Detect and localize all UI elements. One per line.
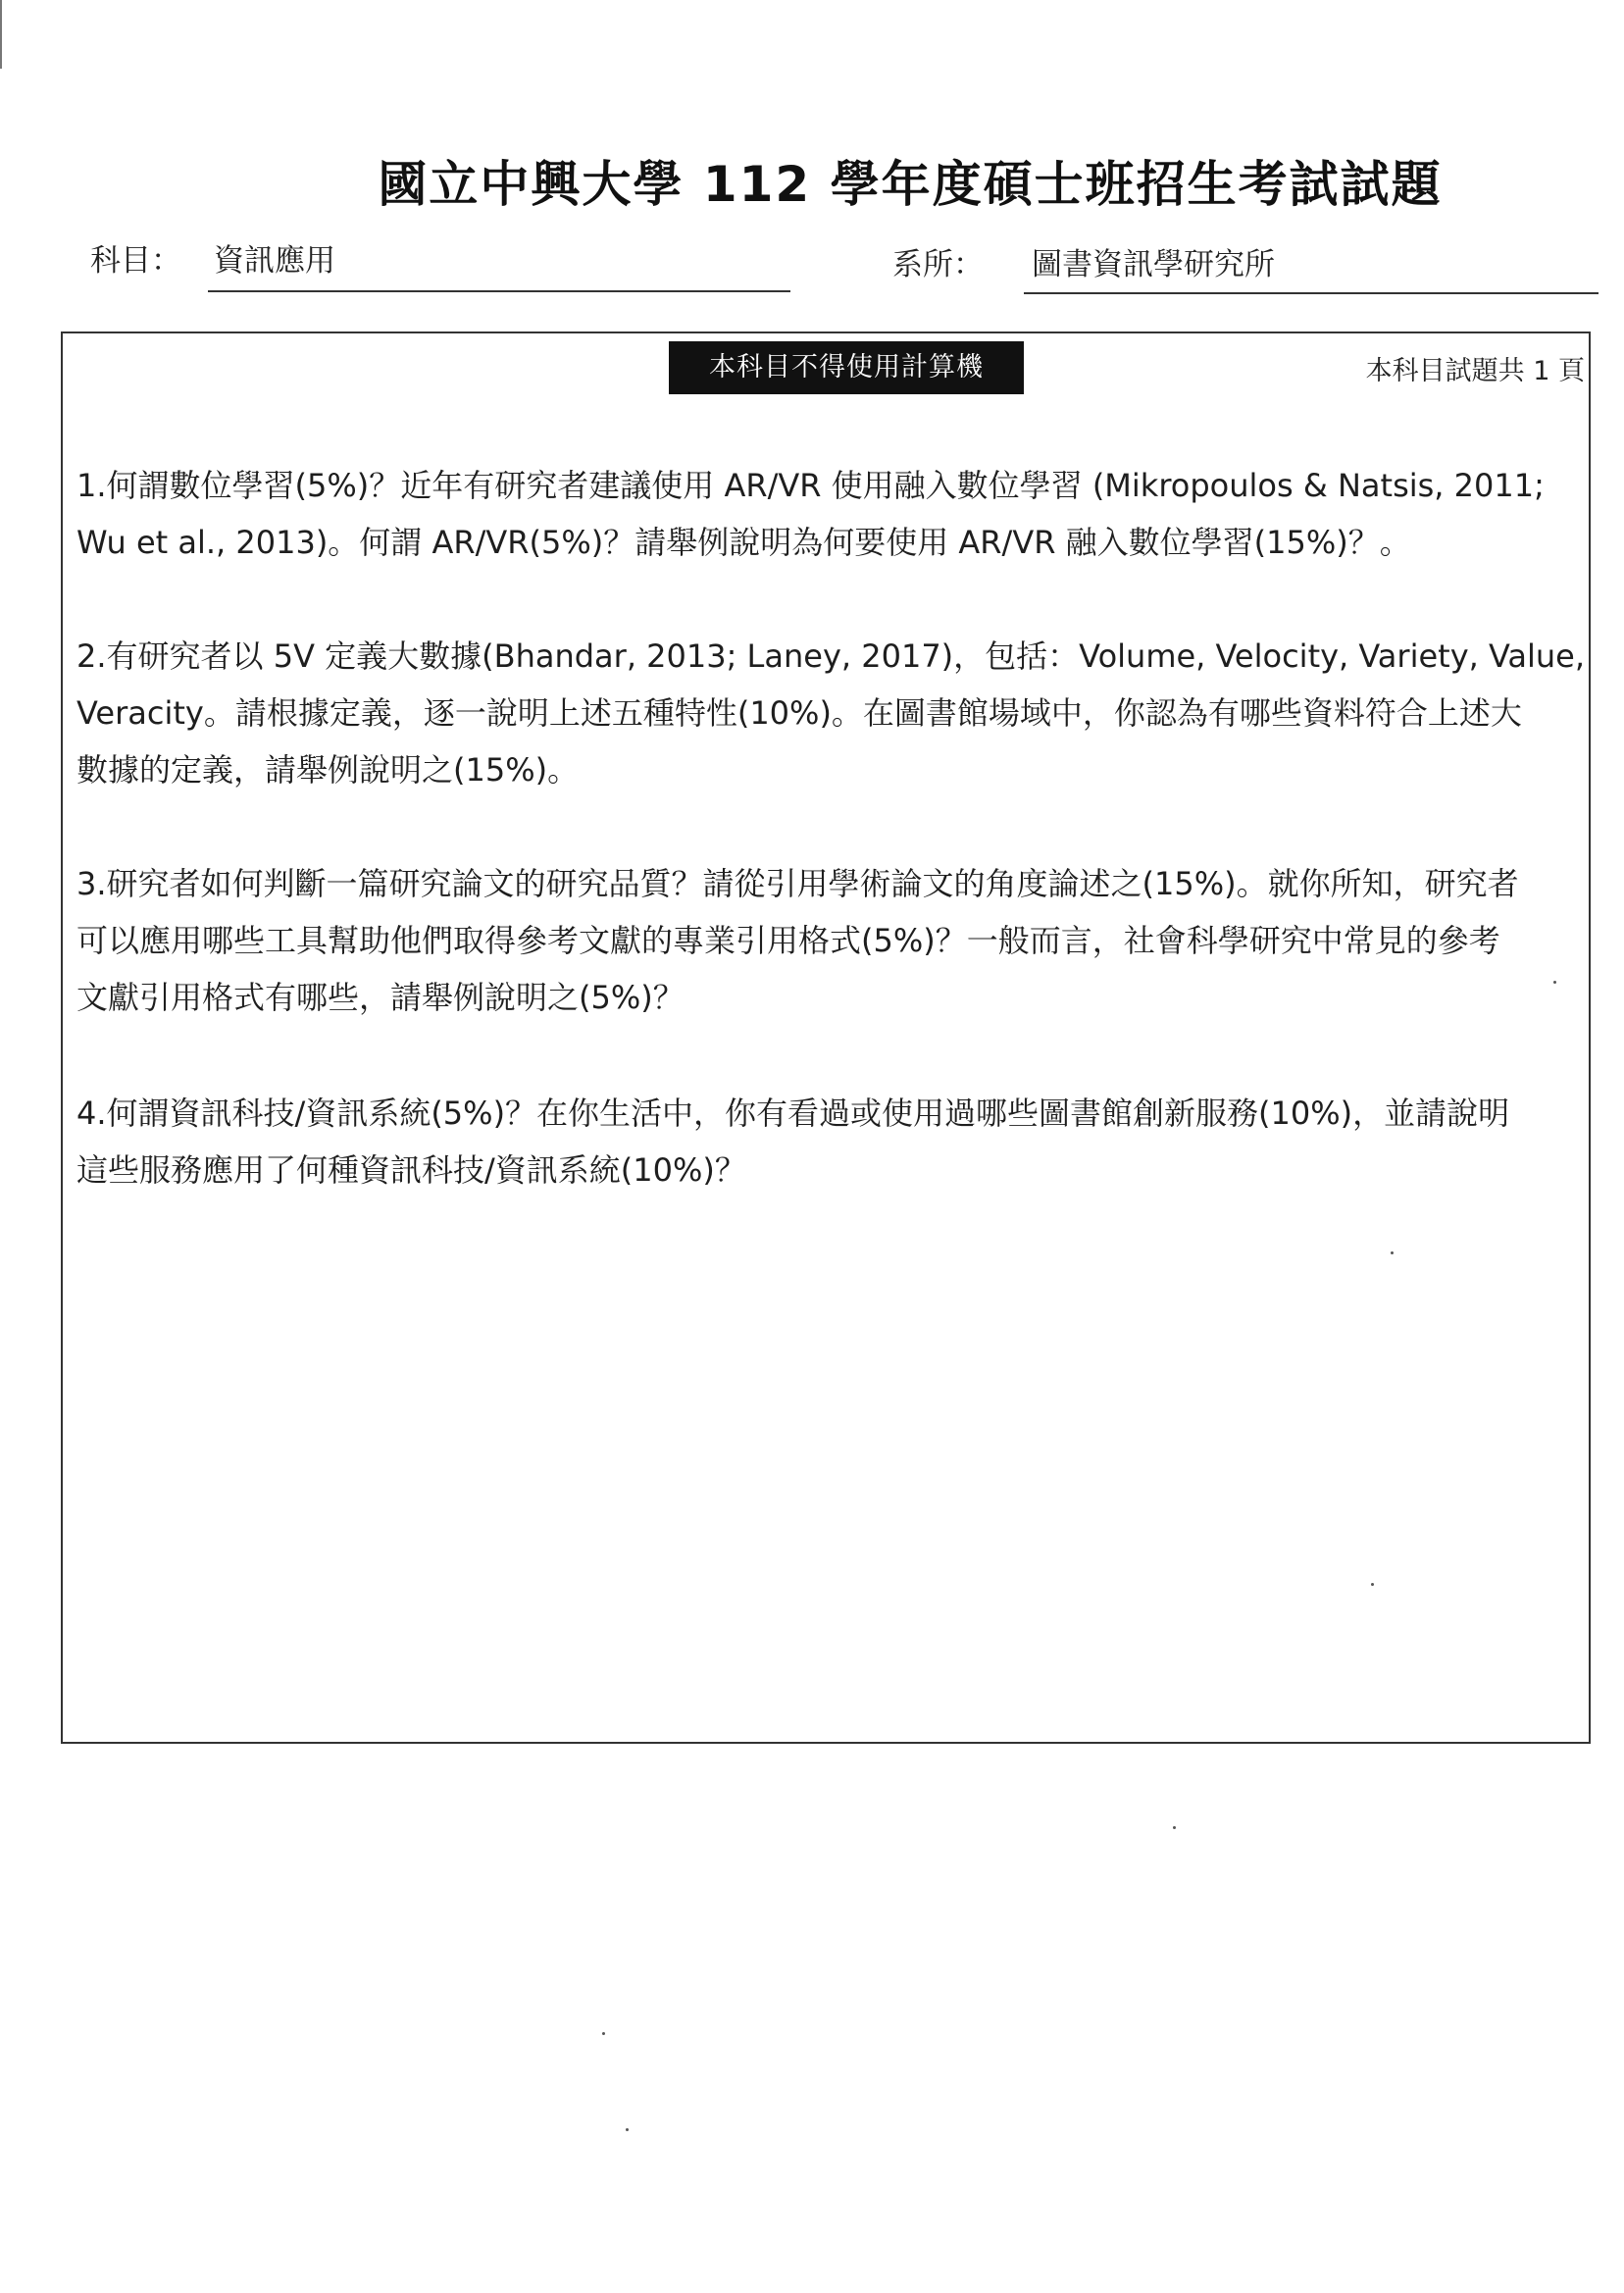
scan-speck [1371,1583,1374,1586]
scan-speck [1553,981,1556,984]
scan-speck [626,2128,629,2131]
subject-value: 資訊應用 [214,243,335,279]
page-count-notice: 本科目試題共 1 頁 [1365,356,1585,386]
scan-edge-mark [0,0,2,69]
question-4: 4.何謂資訊科技/資訊系統(5%)？在你生活中，你有看過或使用過哪些圖書館創新服務(10%)，並請說明 這些服務應用了何種資訊科技/資訊系統(10%)？ [76,1095,1510,1189]
scan-speck [602,2032,605,2035]
department-underline [1024,292,1599,294]
department-value: 圖書資訊學研究所 [1032,247,1275,282]
question-1: 1.何謂數位學習(5%)？近年有研究者建議使用 AR/VR 使用融入數位學習 (Mikropoulos & Natsis, 2011; Wu et al., 2013)。何謂 AR/VR(5%)？請舉例說明為何要使用 AR/VR 融入數位學習(15%)？。 [76,467,1545,561]
subject-underline [208,290,790,292]
question-3: 3.研究者如何判斷一篇研究論文的研究品質？請從引用學術論文的角度論述之(15%)。就你所知，研究者 可以應用哪些工具幫助他們取得參考文獻的專業引用格式(5%)？一般而言，社會科學研究中常見的參考 文獻引用格式有哪些，請舉例說明之(5%)？ [76,865,1519,1016]
scan-speck [1391,1251,1394,1254]
scan-speck [1173,1826,1176,1829]
exam-title: 國立中興大學 112 學年度碩士班招生考試試題 [378,156,1443,213]
question-2: 2.有研究者以 5V 定義大數據(Bhandar, 2013; Laney, 2017)，包括：Volume, Velocity, Variety, Value, Veracity。請根據定義，逐一說明上述五種特性(10%)。在圖書館場域中，你認為有哪些資料符合上述大 數據的定義，請舉例說明之(15%)。 [76,637,1586,789]
no-calculator-notice: 本科目不得使用計算機 [669,341,1024,394]
subject-label: 科目： [90,243,181,279]
department-label: 系所： [892,247,984,282]
